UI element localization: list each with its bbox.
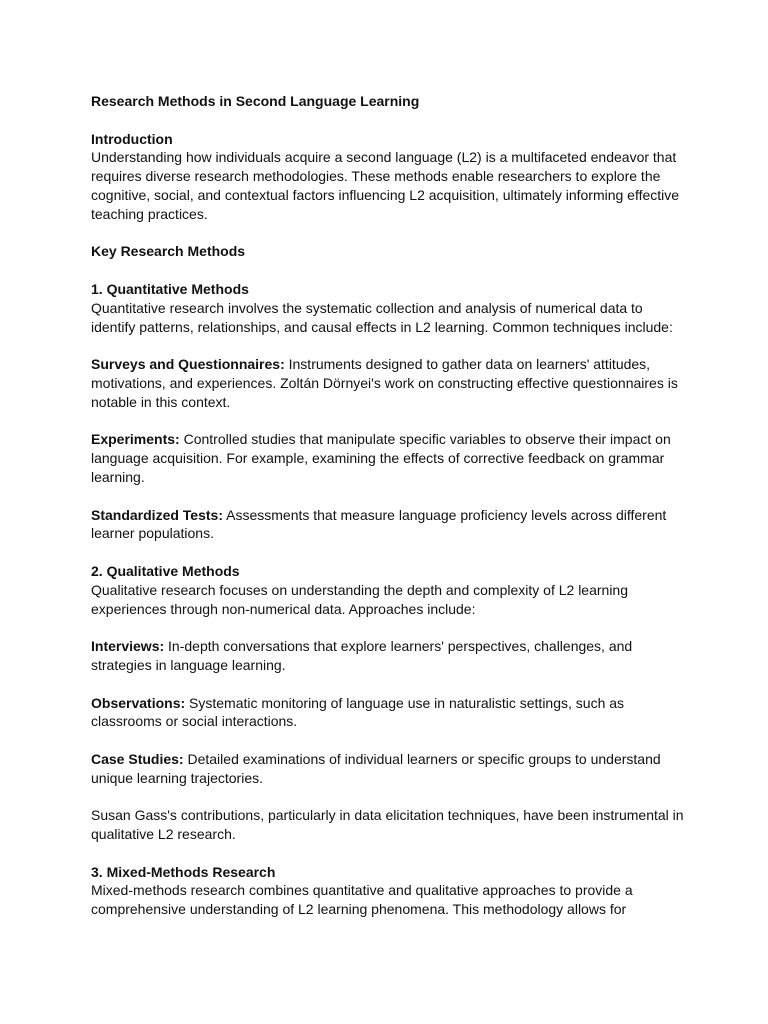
term-case-studies: Case Studies: (91, 750, 184, 767)
term-observations: Observations: (91, 694, 186, 711)
quantitative-section (91, 280, 688, 543)
list-item-case-studies (91, 750, 688, 788)
qualitative-closing: Susan Gass's contributions, particularly in data elicitation techniques, have been instrumental in qualitative L2 research. (91, 807, 684, 843)
term-experiments: Experiments: (91, 431, 180, 448)
list-item-standardized-tests (91, 506, 688, 544)
mixed-methods-heading: 3. Mixed-Methods Research (91, 863, 276, 880)
definition-observations: Systematic monitoring of language use in naturalistic settings, such as classrooms or social interactions. (91, 694, 625, 730)
definition-surveys: Instruments designed to gather data on learners' attitudes, motivations, and experiences. Zoltán Dörnyei's work on constructing effective questionnaires is notable in this context. (91, 356, 678, 410)
list-item-observations (91, 694, 688, 732)
key-methods-heading: Key Research Methods (91, 243, 246, 260)
list-item-experiments (91, 430, 688, 486)
definition-experiments: Controlled studies that manipulate specific variables to observe their impact on language acquisition. For example, examining the effects of corrective feedback on grammar learning. (91, 431, 671, 485)
mixed-methods-text: Mixed-methods research combines quantitative and qualitative approaches to provide a comprehensive understanding of L2 learning phenomena. This methodology allows for (91, 882, 633, 918)
qualitative-heading: 2. Qualitative Methods (91, 562, 240, 579)
quantitative-heading: 1. Quantitative Methods (91, 280, 249, 297)
list-item-interviews (91, 637, 688, 675)
introduction-text: Understanding how individuals acquire a second language (L2) is a multifaceted endeavor that requires diverse research methodologies. These methods enable researchers to explore the cognitive, social, and contextual factors influencing L2 acquisition, ultimately informing effective teaching practices. (91, 149, 680, 222)
qualitative-text: Qualitative research focuses on understanding the depth and complexity of L2 learning experiences through non-numerical data. Approaches include: (91, 581, 629, 617)
term-interviews: Interviews: (91, 638, 165, 655)
spacer (91, 261, 688, 280)
introduction-section (91, 130, 688, 224)
qualitative-section (91, 562, 688, 844)
list-item-surveys (91, 355, 688, 411)
definition-case-studies: Detailed examinations of individual learners or specific groups to understand unique learning trajectories. (91, 750, 661, 786)
mixed-methods-section (91, 863, 688, 919)
definition-standardized-tests: Assessments that measure language proficiency levels across different learner populations. (91, 506, 667, 542)
term-surveys: Surveys and Questionnaires: (91, 356, 285, 373)
document-title: Research Methods in Second Language Learning (91, 93, 420, 109)
introduction-heading: Introduction (91, 130, 173, 147)
quantitative-text: Quantitative research involves the systematic collection and analysis of numerical data to identify patterns, relationships, and causal effects in L2 learning. Common techniques include: (91, 299, 673, 335)
term-standardized-tests: Standardized Tests: (91, 506, 223, 523)
definition-interviews: In-depth conversations that explore learners' perspectives, challenges, and strategies in language learning. (91, 638, 633, 673)
